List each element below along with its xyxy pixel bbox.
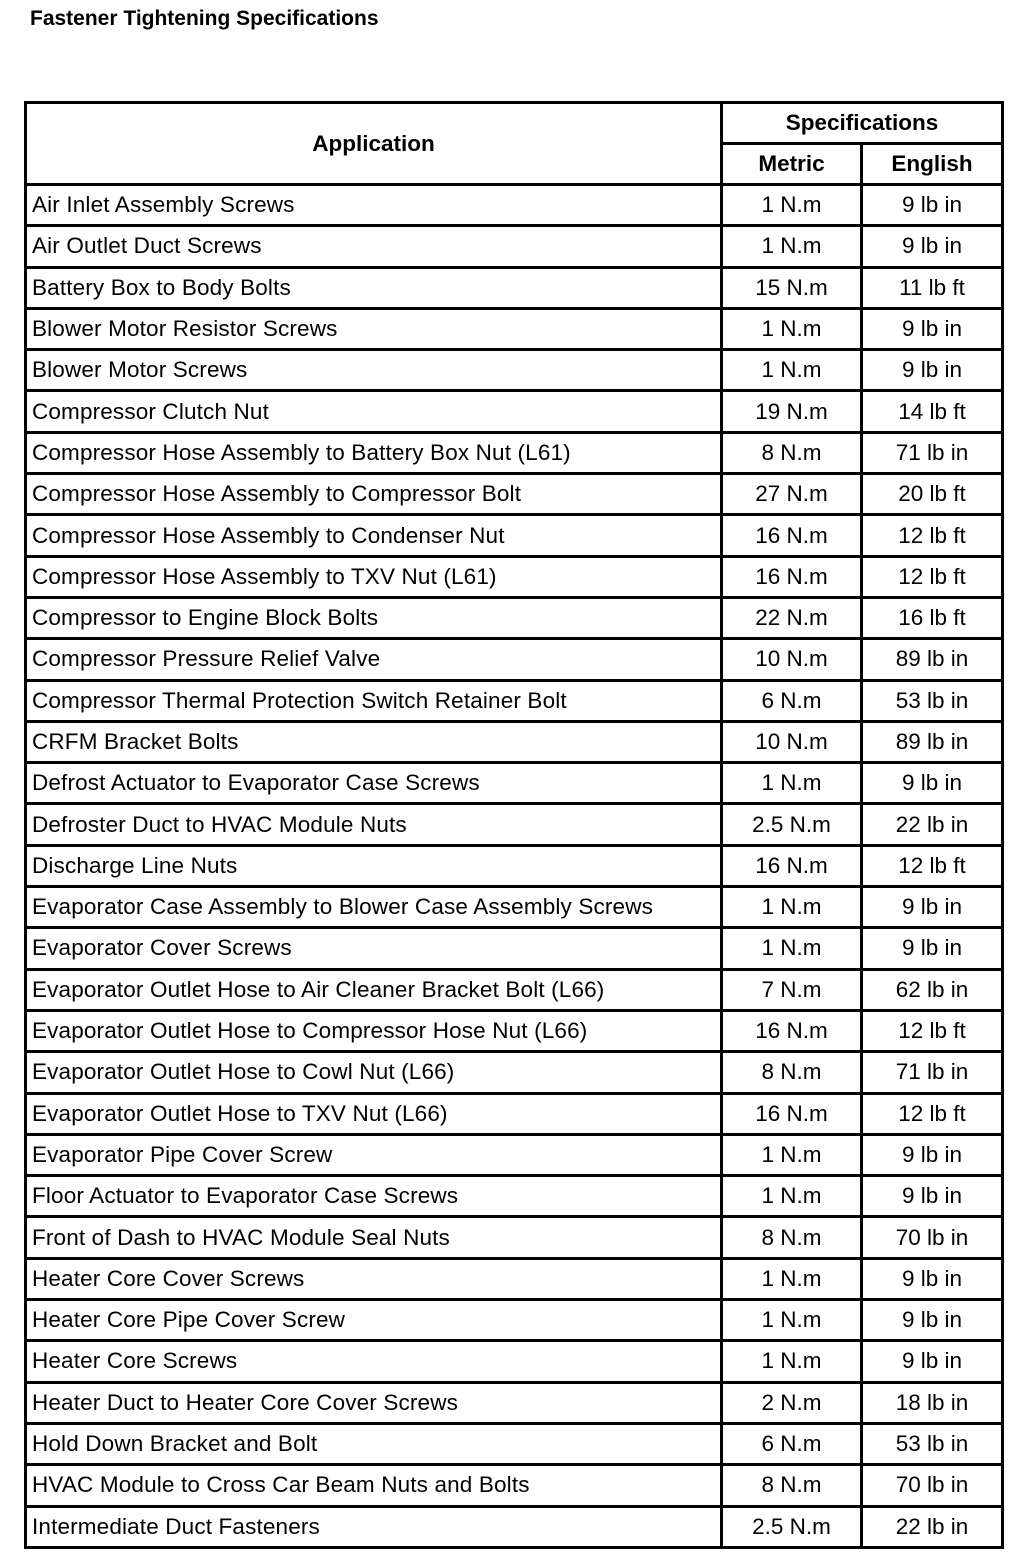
table-row <box>26 1341 1003 1382</box>
metric-cell: 1 N.m <box>722 1176 862 1217</box>
english-cell: 18 lb in <box>862 1382 1003 1423</box>
application-cell: Heater Core Screws <box>26 1341 722 1382</box>
application-cell: Compressor Hose Assembly to Compressor Bolt <box>26 474 722 515</box>
table-row <box>26 845 1003 886</box>
table-row <box>26 597 1003 638</box>
table-row <box>26 1423 1003 1464</box>
application-cell: Compressor Hose Assembly to Battery Box Nut (L61) <box>26 432 722 473</box>
metric-cell: 1 N.m <box>722 1300 862 1341</box>
application-cell: Compressor Thermal Protection Switch Retainer Bolt <box>26 680 722 721</box>
english-cell: 62 lb in <box>862 969 1003 1010</box>
table-row <box>26 639 1003 680</box>
application-cell: Evaporator Outlet Hose to Compressor Hose Nut (L66) <box>26 1010 722 1051</box>
english-cell: 16 lb ft <box>862 597 1003 638</box>
table-row <box>26 680 1003 721</box>
table-row <box>26 350 1003 391</box>
table-row <box>26 515 1003 556</box>
application-cell: Compressor Hose Assembly to TXV Nut (L61) <box>26 556 722 597</box>
page-title: Fastener Tightening Specifications <box>30 7 379 30</box>
table-row <box>26 721 1003 762</box>
application-cell: Compressor Pressure Relief Valve <box>26 639 722 680</box>
application-cell: Intermediate Duct Fasteners <box>26 1506 722 1547</box>
metric-cell: 15 N.m <box>722 267 862 308</box>
metric-cell: 6 N.m <box>722 680 862 721</box>
application-cell: Blower Motor Resistor Screws <box>26 308 722 349</box>
table-row <box>26 969 1003 1010</box>
metric-cell: 8 N.m <box>722 1217 862 1258</box>
english-cell: 14 lb ft <box>862 391 1003 432</box>
table-row <box>26 185 1003 226</box>
english-cell: 9 lb in <box>862 350 1003 391</box>
metric-cell: 22 N.m <box>722 597 862 638</box>
application-cell: Discharge Line Nuts <box>26 845 722 886</box>
table-row <box>26 226 1003 267</box>
metric-cell: 10 N.m <box>722 721 862 762</box>
table-row <box>26 1010 1003 1051</box>
english-cell: 9 lb in <box>862 226 1003 267</box>
metric-cell: 1 N.m <box>722 350 862 391</box>
metric-cell: 19 N.m <box>722 391 862 432</box>
metric-cell: 6 N.m <box>722 1423 862 1464</box>
application-cell: CRFM Bracket Bolts <box>26 721 722 762</box>
metric-cell: 1 N.m <box>722 887 862 928</box>
application-cell: HVAC Module to Cross Car Beam Nuts and Bolts <box>26 1465 722 1506</box>
metric-cell: 16 N.m <box>722 845 862 886</box>
table-row <box>26 1506 1003 1547</box>
application-cell: Battery Box to Body Bolts <box>26 267 722 308</box>
table-row <box>26 267 1003 308</box>
english-cell: 9 lb in <box>862 1300 1003 1341</box>
metric-cell: 1 N.m <box>722 308 862 349</box>
english-cell: 12 lb ft <box>862 845 1003 886</box>
english-cell: 12 lb ft <box>862 556 1003 597</box>
english-cell: 9 lb in <box>862 308 1003 349</box>
english-cell: 70 lb in <box>862 1217 1003 1258</box>
metric-cell: 1 N.m <box>722 928 862 969</box>
application-cell: Compressor Hose Assembly to Condenser Nut <box>26 515 722 556</box>
metric-cell: 2 N.m <box>722 1382 862 1423</box>
application-cell: Heater Core Pipe Cover Screw <box>26 1300 722 1341</box>
english-cell: 9 lb in <box>862 185 1003 226</box>
table-header-row <box>26 103 1003 144</box>
application-cell: Defroster Duct to HVAC Module Nuts <box>26 804 722 845</box>
english-cell: 9 lb in <box>862 1258 1003 1299</box>
english-cell: 9 lb in <box>862 763 1003 804</box>
metric-cell: 27 N.m <box>722 474 862 515</box>
english-cell: 11 lb ft <box>862 267 1003 308</box>
column-header-application: Application <box>26 103 722 185</box>
metric-cell: 1 N.m <box>722 763 862 804</box>
english-cell: 9 lb in <box>862 1341 1003 1382</box>
table-body <box>26 185 1003 1548</box>
column-header-metric: Metric <box>722 144 862 185</box>
metric-cell: 8 N.m <box>722 1052 862 1093</box>
table-row <box>26 474 1003 515</box>
fastener-spec-table <box>24 101 1004 1549</box>
metric-cell: 2.5 N.m <box>722 804 862 845</box>
english-cell: 12 lb ft <box>862 1010 1003 1051</box>
metric-cell: 16 N.m <box>722 515 862 556</box>
column-header-english: English <box>862 144 1003 185</box>
metric-cell: 1 N.m <box>722 1341 862 1382</box>
application-cell: Evaporator Outlet Hose to Air Cleaner Bracket Bolt (L66) <box>26 969 722 1010</box>
metric-cell: 1 N.m <box>722 226 862 267</box>
english-cell: 22 lb in <box>862 804 1003 845</box>
application-cell: Air Outlet Duct Screws <box>26 226 722 267</box>
english-cell: 89 lb in <box>862 639 1003 680</box>
english-cell: 53 lb in <box>862 680 1003 721</box>
table-row <box>26 1258 1003 1299</box>
table-row <box>26 1093 1003 1134</box>
english-cell: 53 lb in <box>862 1423 1003 1464</box>
english-cell: 9 lb in <box>862 1176 1003 1217</box>
table-row <box>26 556 1003 597</box>
application-cell: Compressor Clutch Nut <box>26 391 722 432</box>
table-row <box>26 1382 1003 1423</box>
application-cell: Evaporator Pipe Cover Screw <box>26 1134 722 1175</box>
metric-cell: 10 N.m <box>722 639 862 680</box>
table-row <box>26 887 1003 928</box>
table-row <box>26 1300 1003 1341</box>
table-row <box>26 1176 1003 1217</box>
english-cell: 12 lb ft <box>862 515 1003 556</box>
english-cell: 20 lb ft <box>862 474 1003 515</box>
application-cell: Evaporator Outlet Hose to TXV Nut (L66) <box>26 1093 722 1134</box>
table-row <box>26 928 1003 969</box>
english-cell: 89 lb in <box>862 721 1003 762</box>
english-cell: 70 lb in <box>862 1465 1003 1506</box>
application-cell: Heater Core Cover Screws <box>26 1258 722 1299</box>
application-cell: Hold Down Bracket and Bolt <box>26 1423 722 1464</box>
metric-cell: 2.5 N.m <box>722 1506 862 1547</box>
metric-cell: 8 N.m <box>722 1465 862 1506</box>
application-cell: Evaporator Case Assembly to Blower Case Assembly Screws <box>26 887 722 928</box>
table-row <box>26 1217 1003 1258</box>
application-cell: Compressor to Engine Block Bolts <box>26 597 722 638</box>
table-row <box>26 763 1003 804</box>
application-cell: Air Inlet Assembly Screws <box>26 185 722 226</box>
metric-cell: 16 N.m <box>722 1093 862 1134</box>
table-row <box>26 804 1003 845</box>
application-cell: Defrost Actuator to Evaporator Case Screws <box>26 763 722 804</box>
column-header-specifications: Specifications <box>722 103 1003 144</box>
english-cell: 22 lb in <box>862 1506 1003 1547</box>
table-row <box>26 1465 1003 1506</box>
english-cell: 71 lb in <box>862 1052 1003 1093</box>
metric-cell: 1 N.m <box>722 1258 862 1299</box>
metric-cell: 1 N.m <box>722 1134 862 1175</box>
metric-cell: 16 N.m <box>722 1010 862 1051</box>
application-cell: Front of Dash to HVAC Module Seal Nuts <box>26 1217 722 1258</box>
metric-cell: 1 N.m <box>722 185 862 226</box>
application-cell: Evaporator Cover Screws <box>26 928 722 969</box>
application-cell: Evaporator Outlet Hose to Cowl Nut (L66) <box>26 1052 722 1093</box>
table-row <box>26 1052 1003 1093</box>
table-row <box>26 391 1003 432</box>
english-cell: 9 lb in <box>862 928 1003 969</box>
english-cell: 9 lb in <box>862 887 1003 928</box>
table-row <box>26 1134 1003 1175</box>
metric-cell: 7 N.m <box>722 969 862 1010</box>
metric-cell: 16 N.m <box>722 556 862 597</box>
table-row <box>26 432 1003 473</box>
application-cell: Blower Motor Screws <box>26 350 722 391</box>
table-row <box>26 308 1003 349</box>
metric-cell: 8 N.m <box>722 432 862 473</box>
english-cell: 9 lb in <box>862 1134 1003 1175</box>
application-cell: Floor Actuator to Evaporator Case Screws <box>26 1176 722 1217</box>
application-cell: Heater Duct to Heater Core Cover Screws <box>26 1382 722 1423</box>
english-cell: 12 lb ft <box>862 1093 1003 1134</box>
english-cell: 71 lb in <box>862 432 1003 473</box>
